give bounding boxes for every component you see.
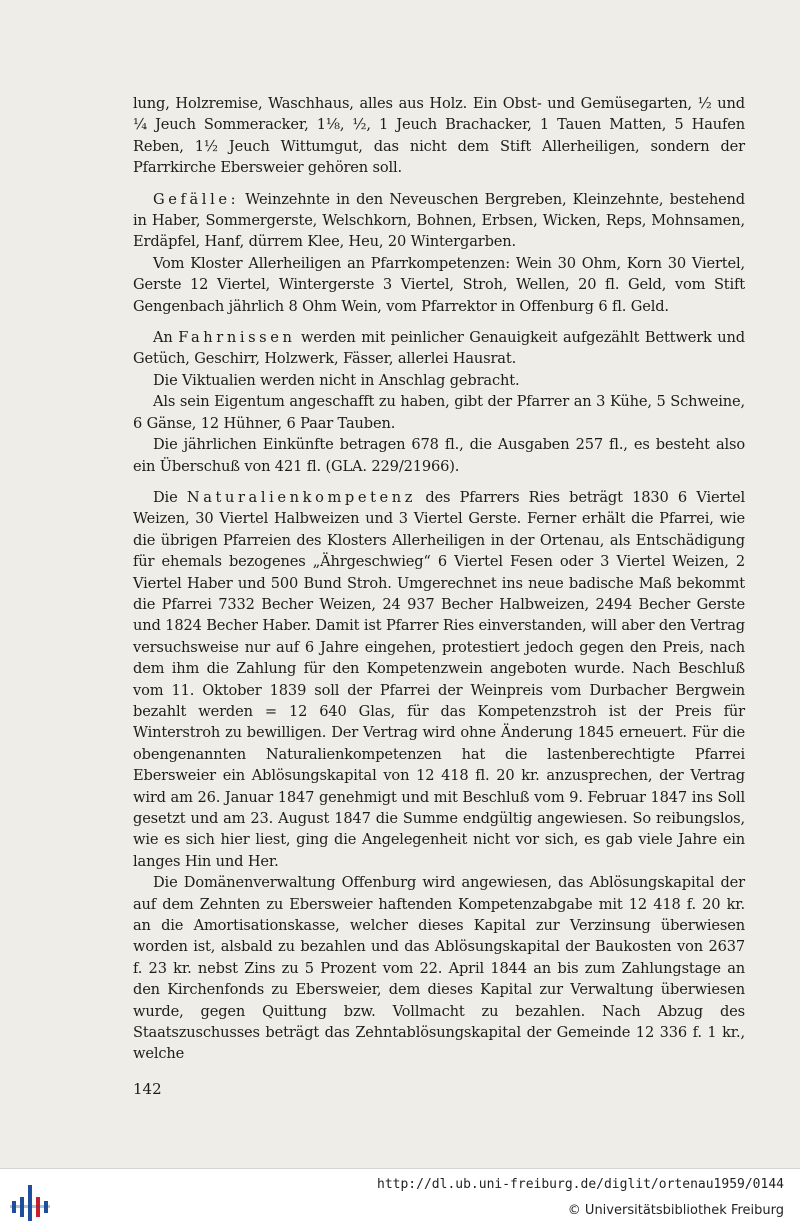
paragraph: An Fahrnissen werden mit peinlicher Genauigkeit aufgezählt Bettwerk und Getüch, Geschirr, Holzwerk, Fässer, allerlei Hausrat. — [133, 329, 745, 368]
footer-bar — [0, 1168, 800, 1227]
page-number: 142 — [133, 1080, 162, 1098]
paragraph: Die Viktualien werden nicht in Anschlag gebracht. — [153, 371, 520, 389]
spaced-heading: Gefälle: — [153, 190, 240, 208]
spaced-heading: Naturalienkompetenz — [186, 488, 417, 506]
paragraph: Die Domänenverwaltung Offenburg wird angewiesen, das Ablösungskapital der auf dem Zehnten zu Ebersweier haftenden Kompetenzabgabe mit 12 418 f. 20 kr. an die Amortisationskasse, welcher dieses Kapital zur Verzinsung überwiesen worden ist, alsbald zu bezahlen und das Ablösungskapital der Baukosten von 2637 f. 23 kr. nebst Zins zu 5 Prozent vom 22. April 1844 an bis zum Zahlungstage an den Kirchenfonds zu Ebersweier, dem dieses Kapital zur Verwaltung überwiesen wurde, gegen Quittung bzw. Vollmacht zu bezahlen. Nach Abzug des Staatszuschusses beträgt das Zehntablösungskapital der Gemeinde 12 336 f. 1 kr., welche — [133, 874, 745, 1063]
paragraph: Die Naturalienkompetenz des Pfarrers Ries beträgt 1830 6 Viertel Weizen, 30 Viertel Halbweizen und 3 Viertel Gerste. Ferner erhält die Pfarrei, wie die übrigen Pfarreien des Klosters Allerheiligen in der Ortenau, als Entschädigung für ehemals bezogenes „Ährgeschwieg“ 6 Viertel Fesen oder 3 Viertel Weizen, 2 Viertel Haber und 500 Bund Stroh. Umgerechnet ins neue badische Maß bekommt die Pfarrei 7332 Becher Weizen, 24 937 Becher Halbweizen, 2494 Becher Gerste und 1824 Becher Haber. Damit ist Pfarrer Ries einverstanden, will aber den Vertrag versuchsweise nur auf 6 Jahre eingehen, protestiert jedoch gegen den Preis, nach dem ihm die Zahlung für den Kompetenzwein angeboten wurde. Nach Beschluß vom 11. Oktober 1839 soll der Pfarrei der Weinpreis vom Durbacher Bergwein bezahlt werden = 12 640 Glas, für das Kompetenzstroh ist der Preis für Winterstroh zu bewilligen. Der Vertrag wird ohne Änderung 1845 erneuert. Für die obengenannten Naturalienkompetenzen hat die lastenberechtigte Pfarrei Ebersweier ein Ablösungskapital von 12 418 fl. 20 kr. anzusprechen, der Vertrag wird am 26. Januar 1847 genehmigt und mit Beschluß vom 9. Februar 1847 ins Soll gesetzt und am 23. August 1847 die Summe endgültig angewiesen. So reibungslos, wie es sich hier liest, ging die Angelegenheit nicht vor sich, es gab viele Jahre ein langes Hin und Her. — [133, 488, 746, 870]
copyright-text: © Universitätsbibliothek Freiburg — [567, 1203, 784, 1218]
paragraph: lung, Holzremise, Waschhaus, alles aus Holz. Ein Obst- und Gemüsegarten, ½ und ¼ Jeuch Sommeracker, 1⅛, ½, 1 Jeuch Brachacker, 1 Tauen Matten, 5 Haufen Reben, 1½ Jeuch Wittumgut, das nicht dem Stift Allerheiligen, sondern der Pfarrkirche Ebersweier gehören soll. — [133, 95, 745, 177]
ub-freiburg-logo-icon — [10, 1179, 50, 1223]
paragraph: Die jährlichen Einkünfte betragen 678 fl., die Ausgaben 257 fl., es besteht also ein Überschuß von 421 fl. (GLA. 229/21966). — [133, 436, 745, 475]
paragraph: Vom Kloster Allerheiligen an Pfarrkompetenzen: Wein 30 Ohm, Korn 30 Viertel, Gerste 12 Viertel, Wintergerste 3 Viertel, Stroh, Wellen, 20 fl. Geld, vom Stift Gengenbach jährlich 8 Ohm Wein, vom Pfarrektor in Offenburg 6 fl. Geld. — [133, 254, 745, 315]
page-body — [133, 93, 745, 1065]
paragraph: Gefälle: Weinzehnte in den Neveuschen Bergreben, Kleinzehnte, bestehend in Haber, Sommergerste, Welschkorn, Bohnen, Erbsen, Wicken, Reps, Mohnsamen, Erdäpfel, Hanf, dürrem Klee, Heu, 20 Wintergarben. — [133, 190, 745, 251]
source-url-link[interactable]: http://dl.ub.uni-freiburg.de/diglit/ortenau1959/0144 — [377, 1177, 784, 1192]
spaced-heading: Fahrnissen — [178, 329, 296, 347]
paragraph: Als sein Eigentum angeschafft zu haben, gibt der Pfarrer an 3 Kühe, 5 Schweine, 6 Gänse, 12 Hühner, 6 Paar Tauben. — [133, 393, 745, 432]
